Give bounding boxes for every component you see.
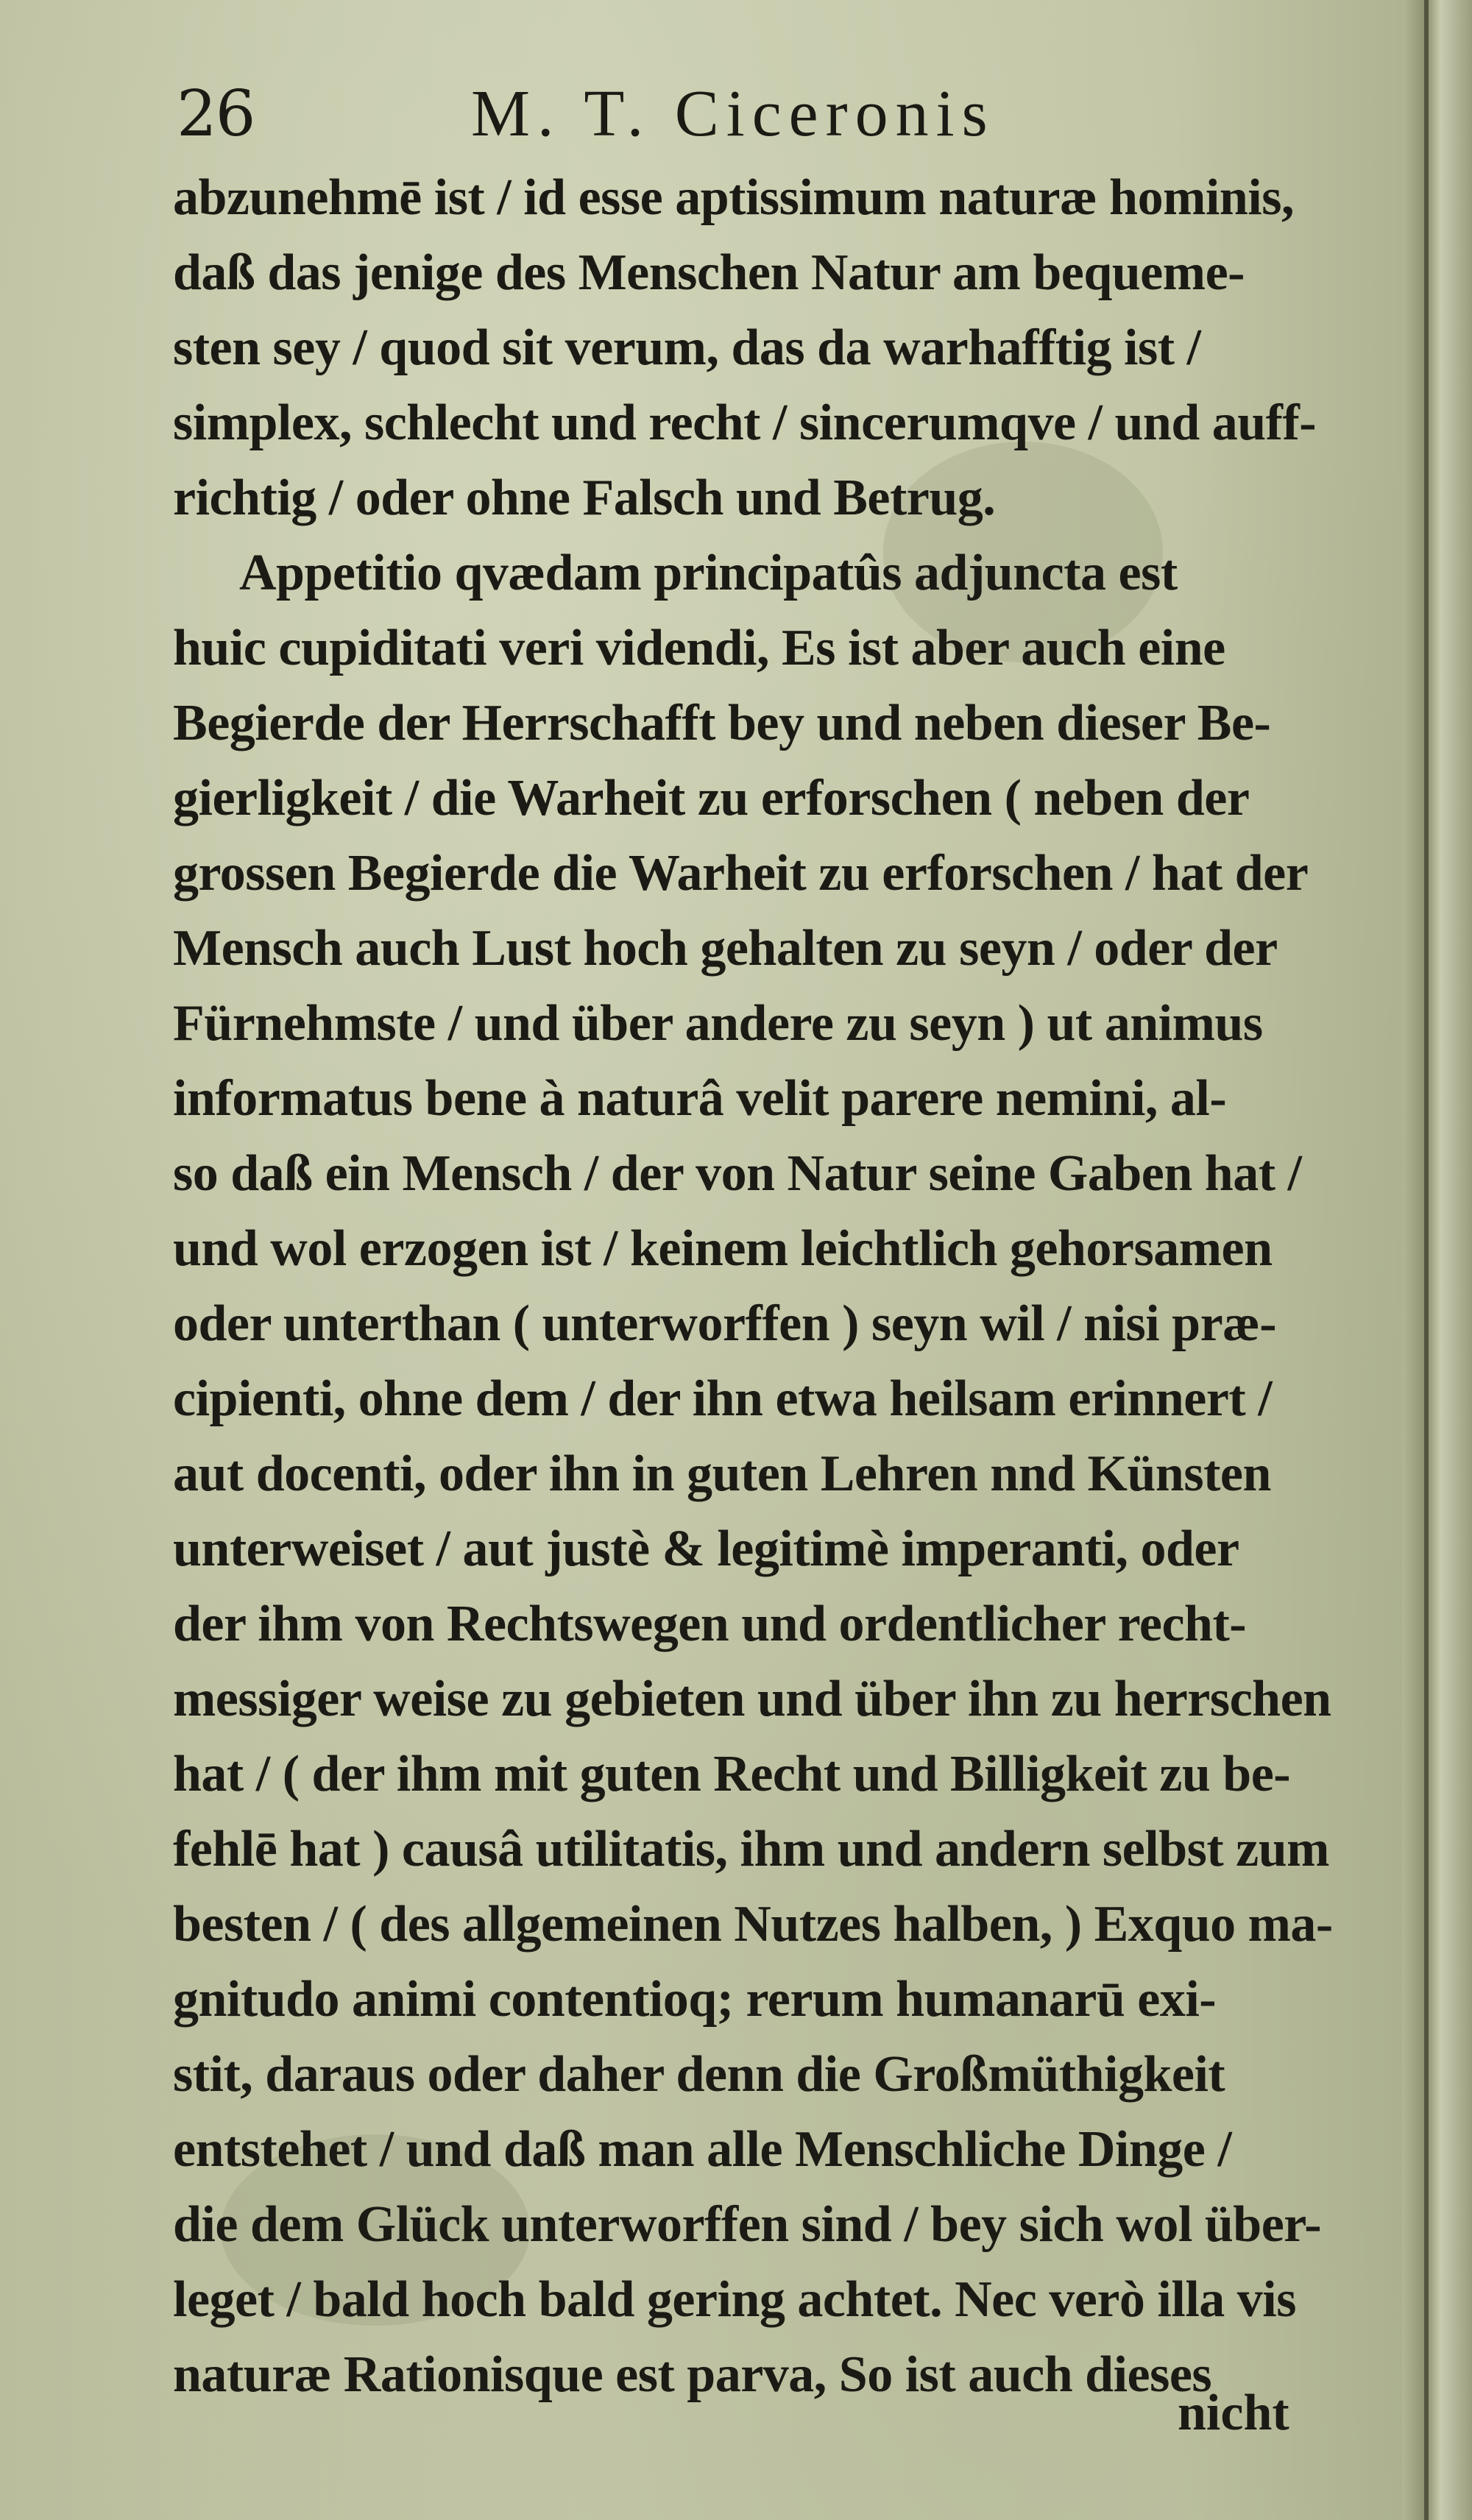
text-line: unterweiset / aut justè & legitimè imperanti, oder bbox=[173, 1521, 1239, 1577]
text-line: grossen Begierde die Warheit zu erforschen / hat der bbox=[173, 845, 1309, 902]
running-head: M. T. Ciceronis bbox=[471, 77, 995, 150]
text-line: huic cupiditati veri videndi, Es ist aber auch eine bbox=[173, 620, 1225, 676]
text-line: leget / bald hoch bald gering achtet. Nec verò illa vis bbox=[173, 2271, 1296, 2328]
page-binding-edge bbox=[1402, 0, 1472, 2520]
text-line: sten sey / quod sit verum, das da warhafftig ist / bbox=[173, 319, 1201, 376]
text-line: hat / ( der ihm mit guten Recht und Billigkeit zu be- bbox=[173, 1746, 1291, 1802]
text-line: informatus bene à naturâ velit parere nemini, al- bbox=[173, 1070, 1227, 1127]
text-line: der ihm von Rechtswegen und ordentlicher recht- bbox=[173, 1596, 1247, 1652]
text-line: gnitudo animi contentioq; rerum humanarū exi- bbox=[173, 1971, 1217, 2028]
text-line: besten / ( des allgemeinen Nutzes halben, ) Exquo ma- bbox=[173, 1896, 1333, 1953]
text-line: richtig / oder ohne Falsch und Betrug. bbox=[173, 470, 996, 526]
text-line: stit, daraus oder daher denn die Großmüthigkeit bbox=[173, 2046, 1225, 2103]
text-line: entstehet / und daß man alle Menschliche Dinge / bbox=[173, 2121, 1232, 2178]
text-line: abzunehmē ist / id esse aptissimum naturæ hominis, bbox=[173, 169, 1294, 226]
text-line: aut docenti, oder ihn in guten Lehren nnd Künsten bbox=[173, 1445, 1271, 1502]
text-line: Begierde der Herrschafft bey und neben dieser Be- bbox=[173, 695, 1271, 751]
text-line: Fürnehmste / und über andere zu seyn ) ut animus bbox=[173, 995, 1263, 1052]
text-line: fehlē hat ) causâ utilitatis, ihm und andern selbst zum bbox=[173, 1821, 1329, 1877]
page-gutter-line bbox=[1424, 0, 1429, 2520]
text-line: oder unterthan ( unterworffen ) seyn wil / nisi præ- bbox=[173, 1295, 1277, 1352]
text-line: und wol erzogen ist / keinem leichtlich gehorsamen bbox=[173, 1220, 1273, 1277]
text-line: cipienti, ohne dem / der ihn etwa heilsam erinnert / bbox=[173, 1370, 1273, 1427]
text-line: gierligkeit / die Warheit zu erforschen ( neben der bbox=[173, 770, 1250, 827]
text-line: Mensch auch Lust hoch gehalten zu seyn / oder der bbox=[173, 920, 1278, 977]
text-line: daß das jenige des Menschen Natur am bequeme- bbox=[173, 244, 1245, 301]
text-line: simplex, schlecht und recht / sincerumqve / und auff- bbox=[173, 394, 1317, 451]
text-line: naturæ Rationisque est parva, So ist auch dieses bbox=[173, 2346, 1212, 2403]
catchword: nicht bbox=[1178, 2385, 1289, 2441]
page-header bbox=[177, 74, 1340, 155]
page-number: 26 bbox=[177, 77, 255, 151]
text-line: die dem Glück unterworffen sind / bey sich wol über- bbox=[173, 2196, 1322, 2253]
paragraph-start-line: Appetitio qvædam principatûs adjuncta est bbox=[239, 545, 1178, 601]
text-line: so daß ein Mensch / der von Natur seine Gaben hat / bbox=[173, 1145, 1302, 1202]
body-text bbox=[173, 160, 1351, 2413]
text-line: messiger weise zu gebieten und über ihn zu herrschen bbox=[173, 1671, 1331, 1727]
